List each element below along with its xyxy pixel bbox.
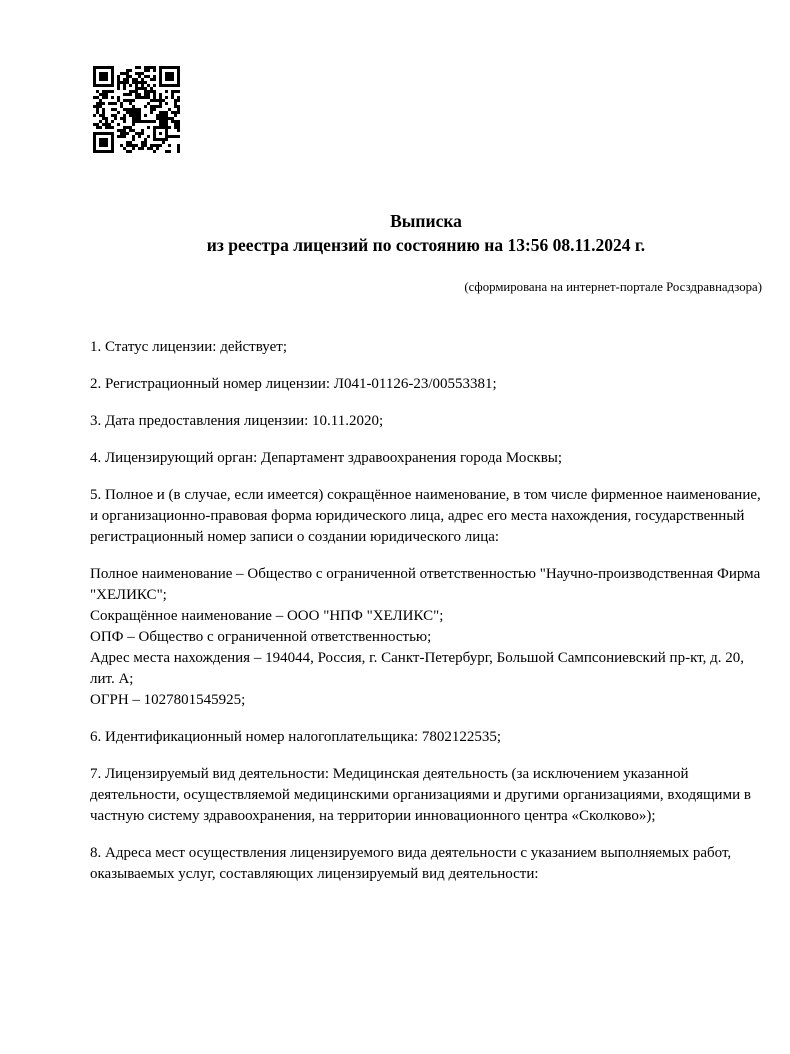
formation-note: (сформирована на интернет-портале Росздравнадзора) (464, 280, 762, 294)
license-status-line: 1. Статус лицензии: действует; (90, 339, 287, 355)
qr-code-icon (93, 66, 180, 153)
licensing-authority-line: 4. Лицензирующий орган: Департамент здравоохранения города Москвы; (90, 450, 563, 466)
title-line-1: Выписка (390, 211, 462, 231)
licensed-activity-line: 7. Лицензируемый вид деятельности: Медицинская деятельность (за исключением указанной деятельности, осуществляемой медицинскими организациями и другими организациями, входящими в частную систему здравоохранения, на территории инновационного центра «Сколково»); (90, 766, 751, 824)
taxpayer-inn-line: 6. Идентификационный номер налогоплательщика: 7802122535; (90, 729, 502, 745)
license-details (90, 337, 762, 885)
org-full-name-line: Полное наименование – Общество с ограниченной ответственностью "Научно-производственная Фирма "ХЕЛИКС"; (90, 566, 761, 603)
org-names-intro-line: 5. Полное и (в случае, если имеется) сокращённое наименование, в том числе фирменное наименование, и организационно-правовая форма юридического лица, адрес его места нахождения, государственный регистрационный номер записи о создании юридического лица: (90, 487, 761, 545)
org-address-line: Адрес места нахождения – 194044, Россия, г. Санкт-Петербург, Большой Сампсониевский пр-кт, д. 20, лит. А; (90, 650, 744, 687)
license-grant-date-line: 3. Дата предоставления лицензии: 10.11.2020; (90, 413, 384, 429)
org-legal-form-line: ОПФ – Общество с ограниченной ответственностью; (90, 629, 432, 645)
title-line-2: из реестра лицензий по состоянию на 13:56 08.11.2024 г. (206, 235, 646, 255)
org-ogrn-line: ОГРН – 1027801545925; (90, 692, 246, 708)
organization-block (90, 564, 762, 711)
org-short-name-line: Сокращённое наименование – ООО "НПФ "ХЕЛИКС"; (90, 608, 444, 624)
activity-addresses-intro-line: 8. Адреса мест осуществления лицензируемого вида деятельности с указанием выполняемых работ, оказываемых услуг, составляющих лицензируемый вид деятельности: (90, 845, 732, 882)
document-content (90, 209, 762, 901)
license-reg-number-line: 2. Регистрационный номер лицензии: Л041-01126-23/00553381; (90, 376, 497, 392)
document-title (90, 209, 762, 257)
